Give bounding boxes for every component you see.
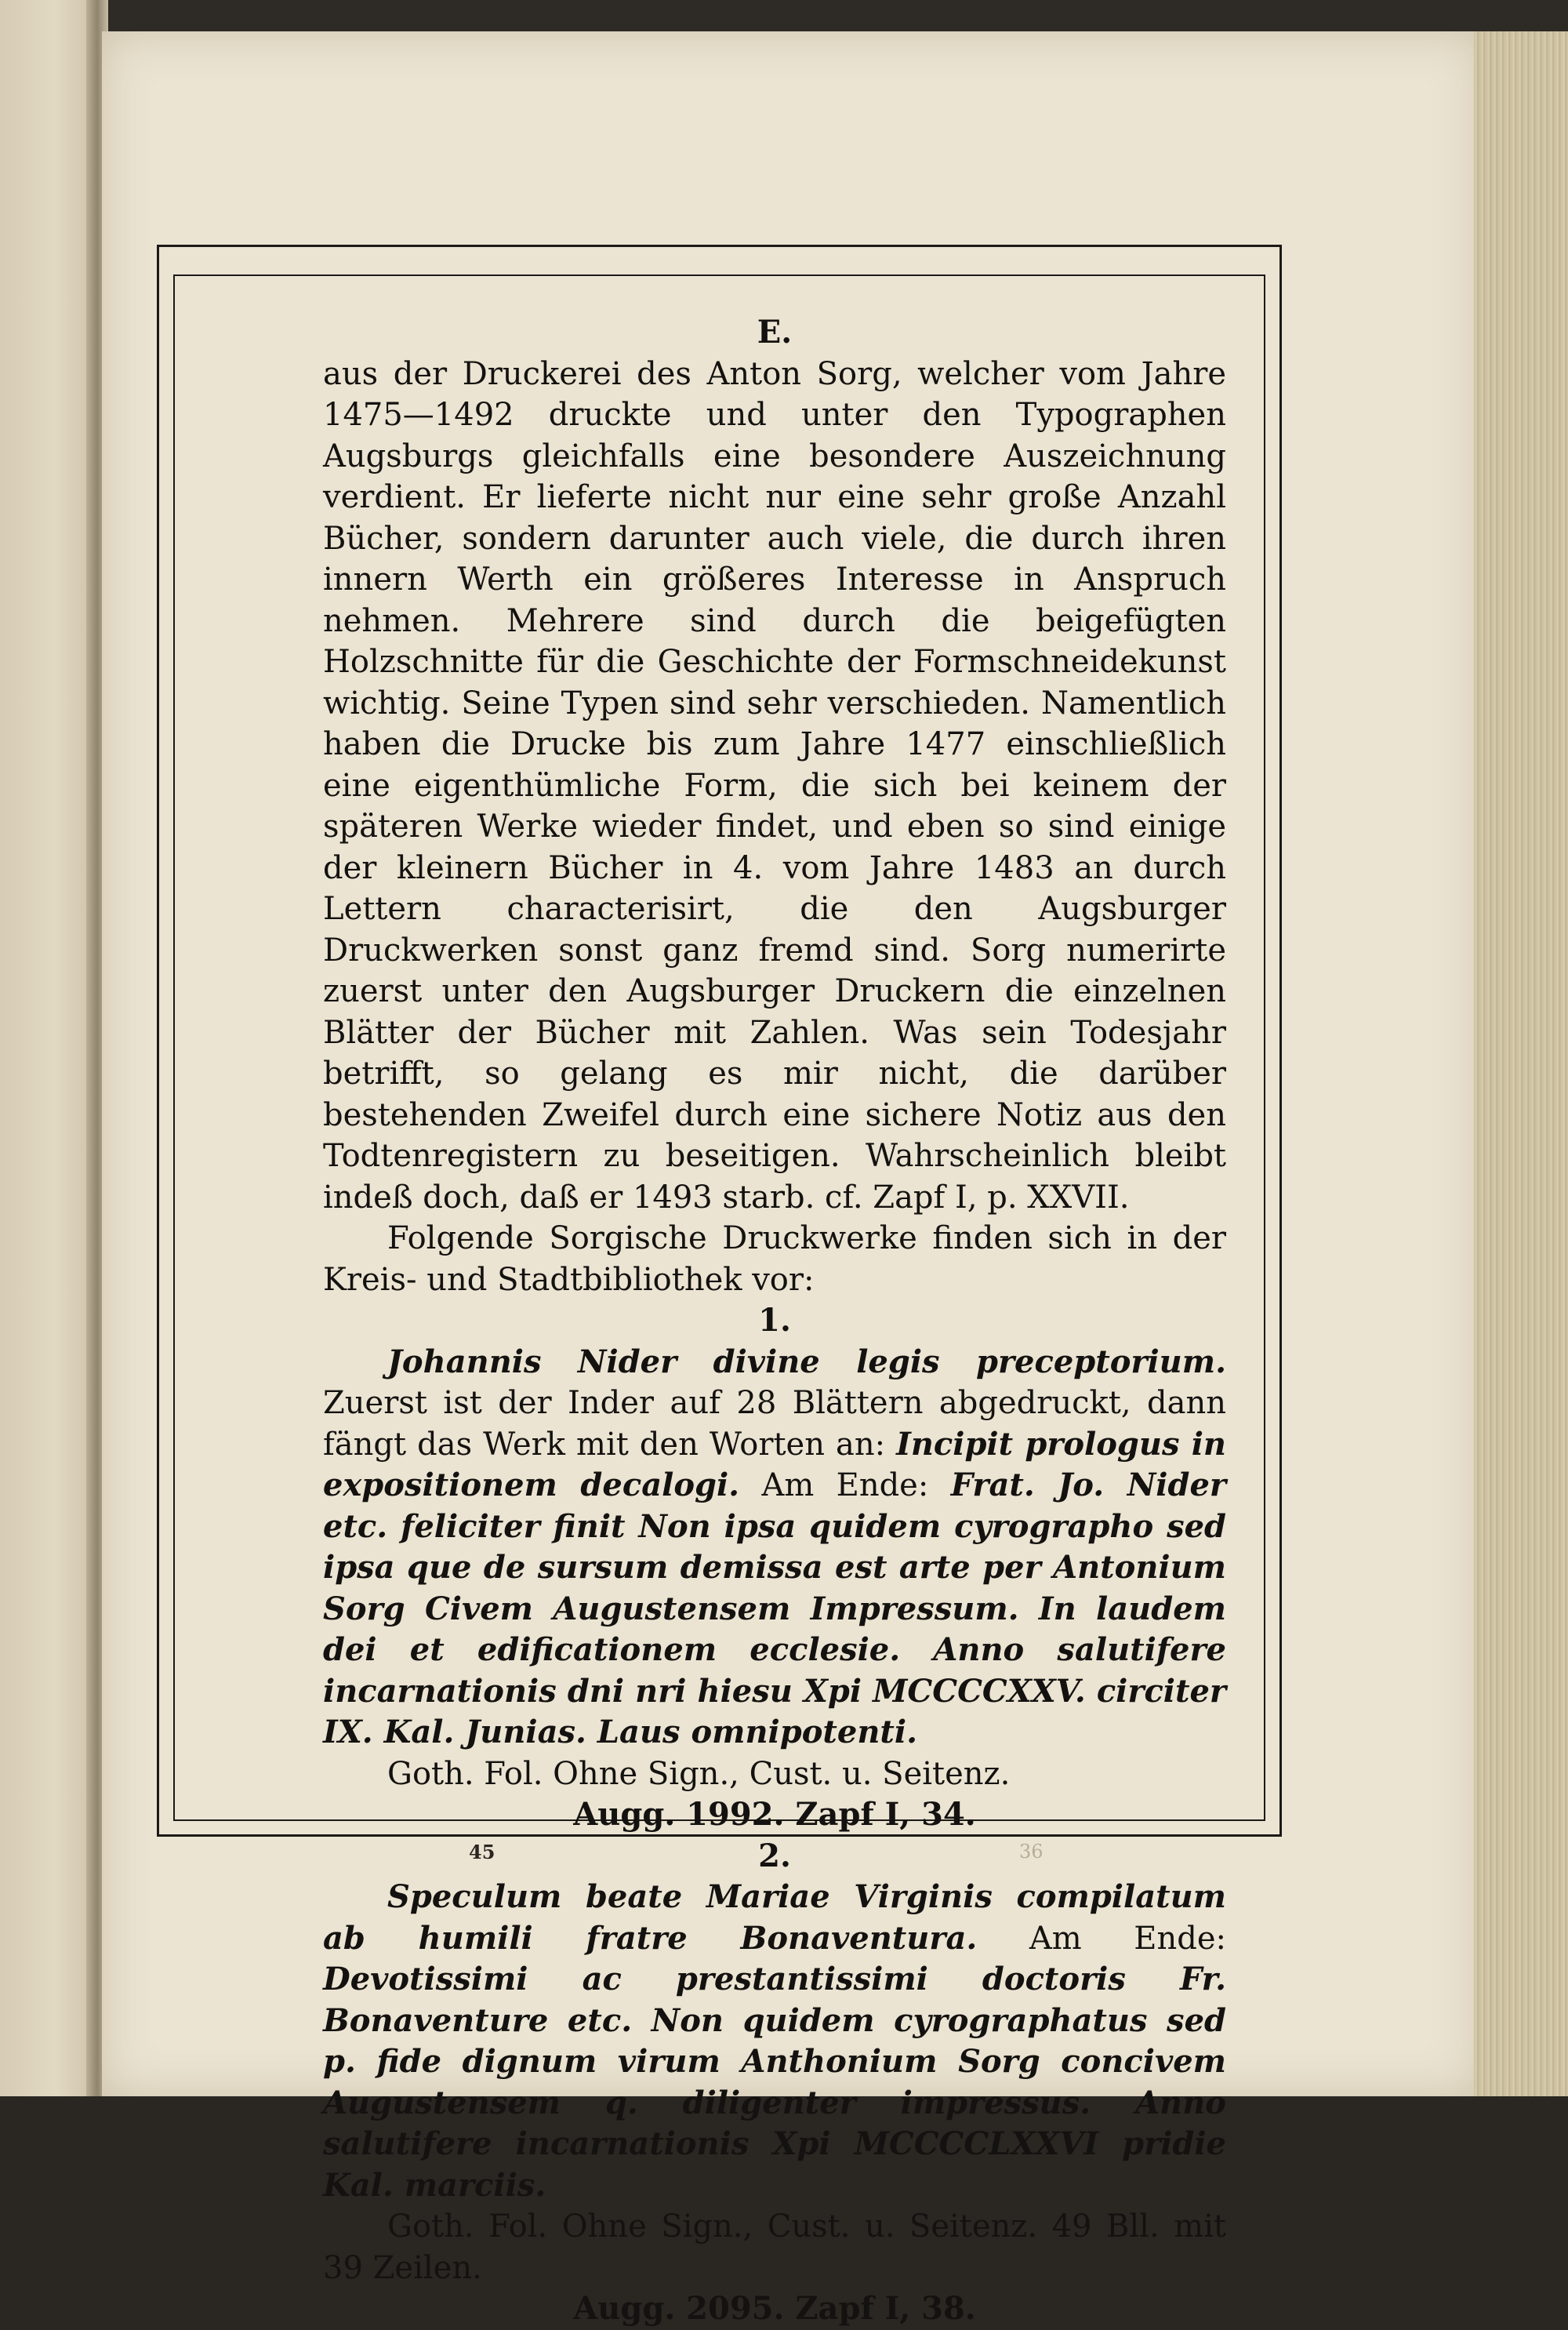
entry-text: Zuerst ist der Inder auf 28 Blättern abgedruckt, dann fängt das Werk mit den Worten an: <box>323 1385 1226 1463</box>
entry-title: Johannis Nider divine legis preceptorium. <box>387 1343 1226 1380</box>
entry-incipit: Incipit prologus in expositionem decalogi. <box>323 1425 1226 1503</box>
following-paragraph: Folgende Sorgische Druckwerke finden sich in der Kreis- und Stadtbibliothek vor: <box>323 1220 1226 1298</box>
entry-format: Goth. Fol. Ohne Sign., Cust. u. Seitenz. 49 Bll. mit 39 Zeilen. <box>323 2208 1226 2286</box>
entry-colophon: Frat. Jo. Nider etc. feliciter finit Non ipsa quidem cyrographo sed ipsa que de sursum demissa est arte per Antonium Sorg Civem Augustensem Impressum. In laudem dei et edificationem ecclesie. Anno salutifere incarnationis dni nri hiesu Xpi MCCCCXXV. circiter IX. Kal. Junias. Laus omnipotenti. <box>323 1467 1226 1750</box>
entry-text: Am Ende: <box>977 1920 1226 1957</box>
page-folio: 45 <box>469 1841 495 1863</box>
entry-number: 2. <box>758 1837 791 1874</box>
section-heading: E. <box>757 314 793 351</box>
entry-format: Goth. Fol. Ohne Sign., Cust. u. Seitenz. <box>387 1755 1011 1792</box>
entry-description <box>323 1877 1226 2206</box>
page-block-edges <box>1474 31 1568 2096</box>
bleed-through-number: 36 <box>1019 1841 1044 1863</box>
entry-text: Am Ende: <box>739 1467 951 1503</box>
entry-colophon: Devotissimi ac prestantissimi doctoris Fr. Bonaventure etc. Non quidem cyrographatus sed p. fide dignum virum Anthonium Sorg concivem Augustensem q. diligenter impressus. Anno salutifere incarnationis Xpi MCCCCLXXVI pridie Kal. marciis. <box>323 1961 1226 2204</box>
facing-page-edge <box>0 0 93 2096</box>
entry-description <box>323 1342 1226 1754</box>
text-block <box>323 312 1226 2330</box>
entry-reference: Augg. 2095. Zapf I, 38. <box>573 2290 976 2327</box>
intro-paragraph: aus der Druckerei des Anton Sorg, welcher vom Jahre 1475—1492 druckte und unter den Typographen Augsburgs gleichfalls eine besondere Auszeichnung verdient. Er lieferte nicht nur eine sehr große Anzahl Bücher, sondern darunter auch viele, die durch ihren innern Werth ein größeres Interesse in Anspruch nehmen. Mehrere sind durch die beigefügten Holzschnitte für die Geschichte der Formschneidekunst wichtig. Seine Typen sind sehr verschieden. Namentlich haben die Drucke bis zum Jahre 1477 einschließlich eine eigenthümliche Form, die sich bei keinem der späteren Werke wieder findet, und eben so sind einige der kleinern Bücher in 4. vom Jahre 1483 an durch Lettern characterisirt, die den Augsburger Druckwerken sonst ganz fremd sind. Sorg numerirte zuerst unter den Augsburger Druckern die einzelnen Blätter der Bücher mit Zahlen. Was sein Todesjahr betrifft, so gelang es mir nicht, die darüber bestehenden Zweifel durch eine sichere Notiz aus den Todtenregistern zu beseitigen. Wahrscheinlich bleibt indeß doch, daß er 1493 starb. cf. Zapf I, p. XXVII. <box>323 355 1226 1216</box>
entry-number: 1. <box>758 1302 791 1339</box>
entry-title: Speculum beate Mariae Virginis compilatum ab humili fratre Bonaventura. <box>323 1878 1226 1957</box>
entry-reference: Augg. 1992. Zapf I, 34. <box>573 1796 976 1833</box>
